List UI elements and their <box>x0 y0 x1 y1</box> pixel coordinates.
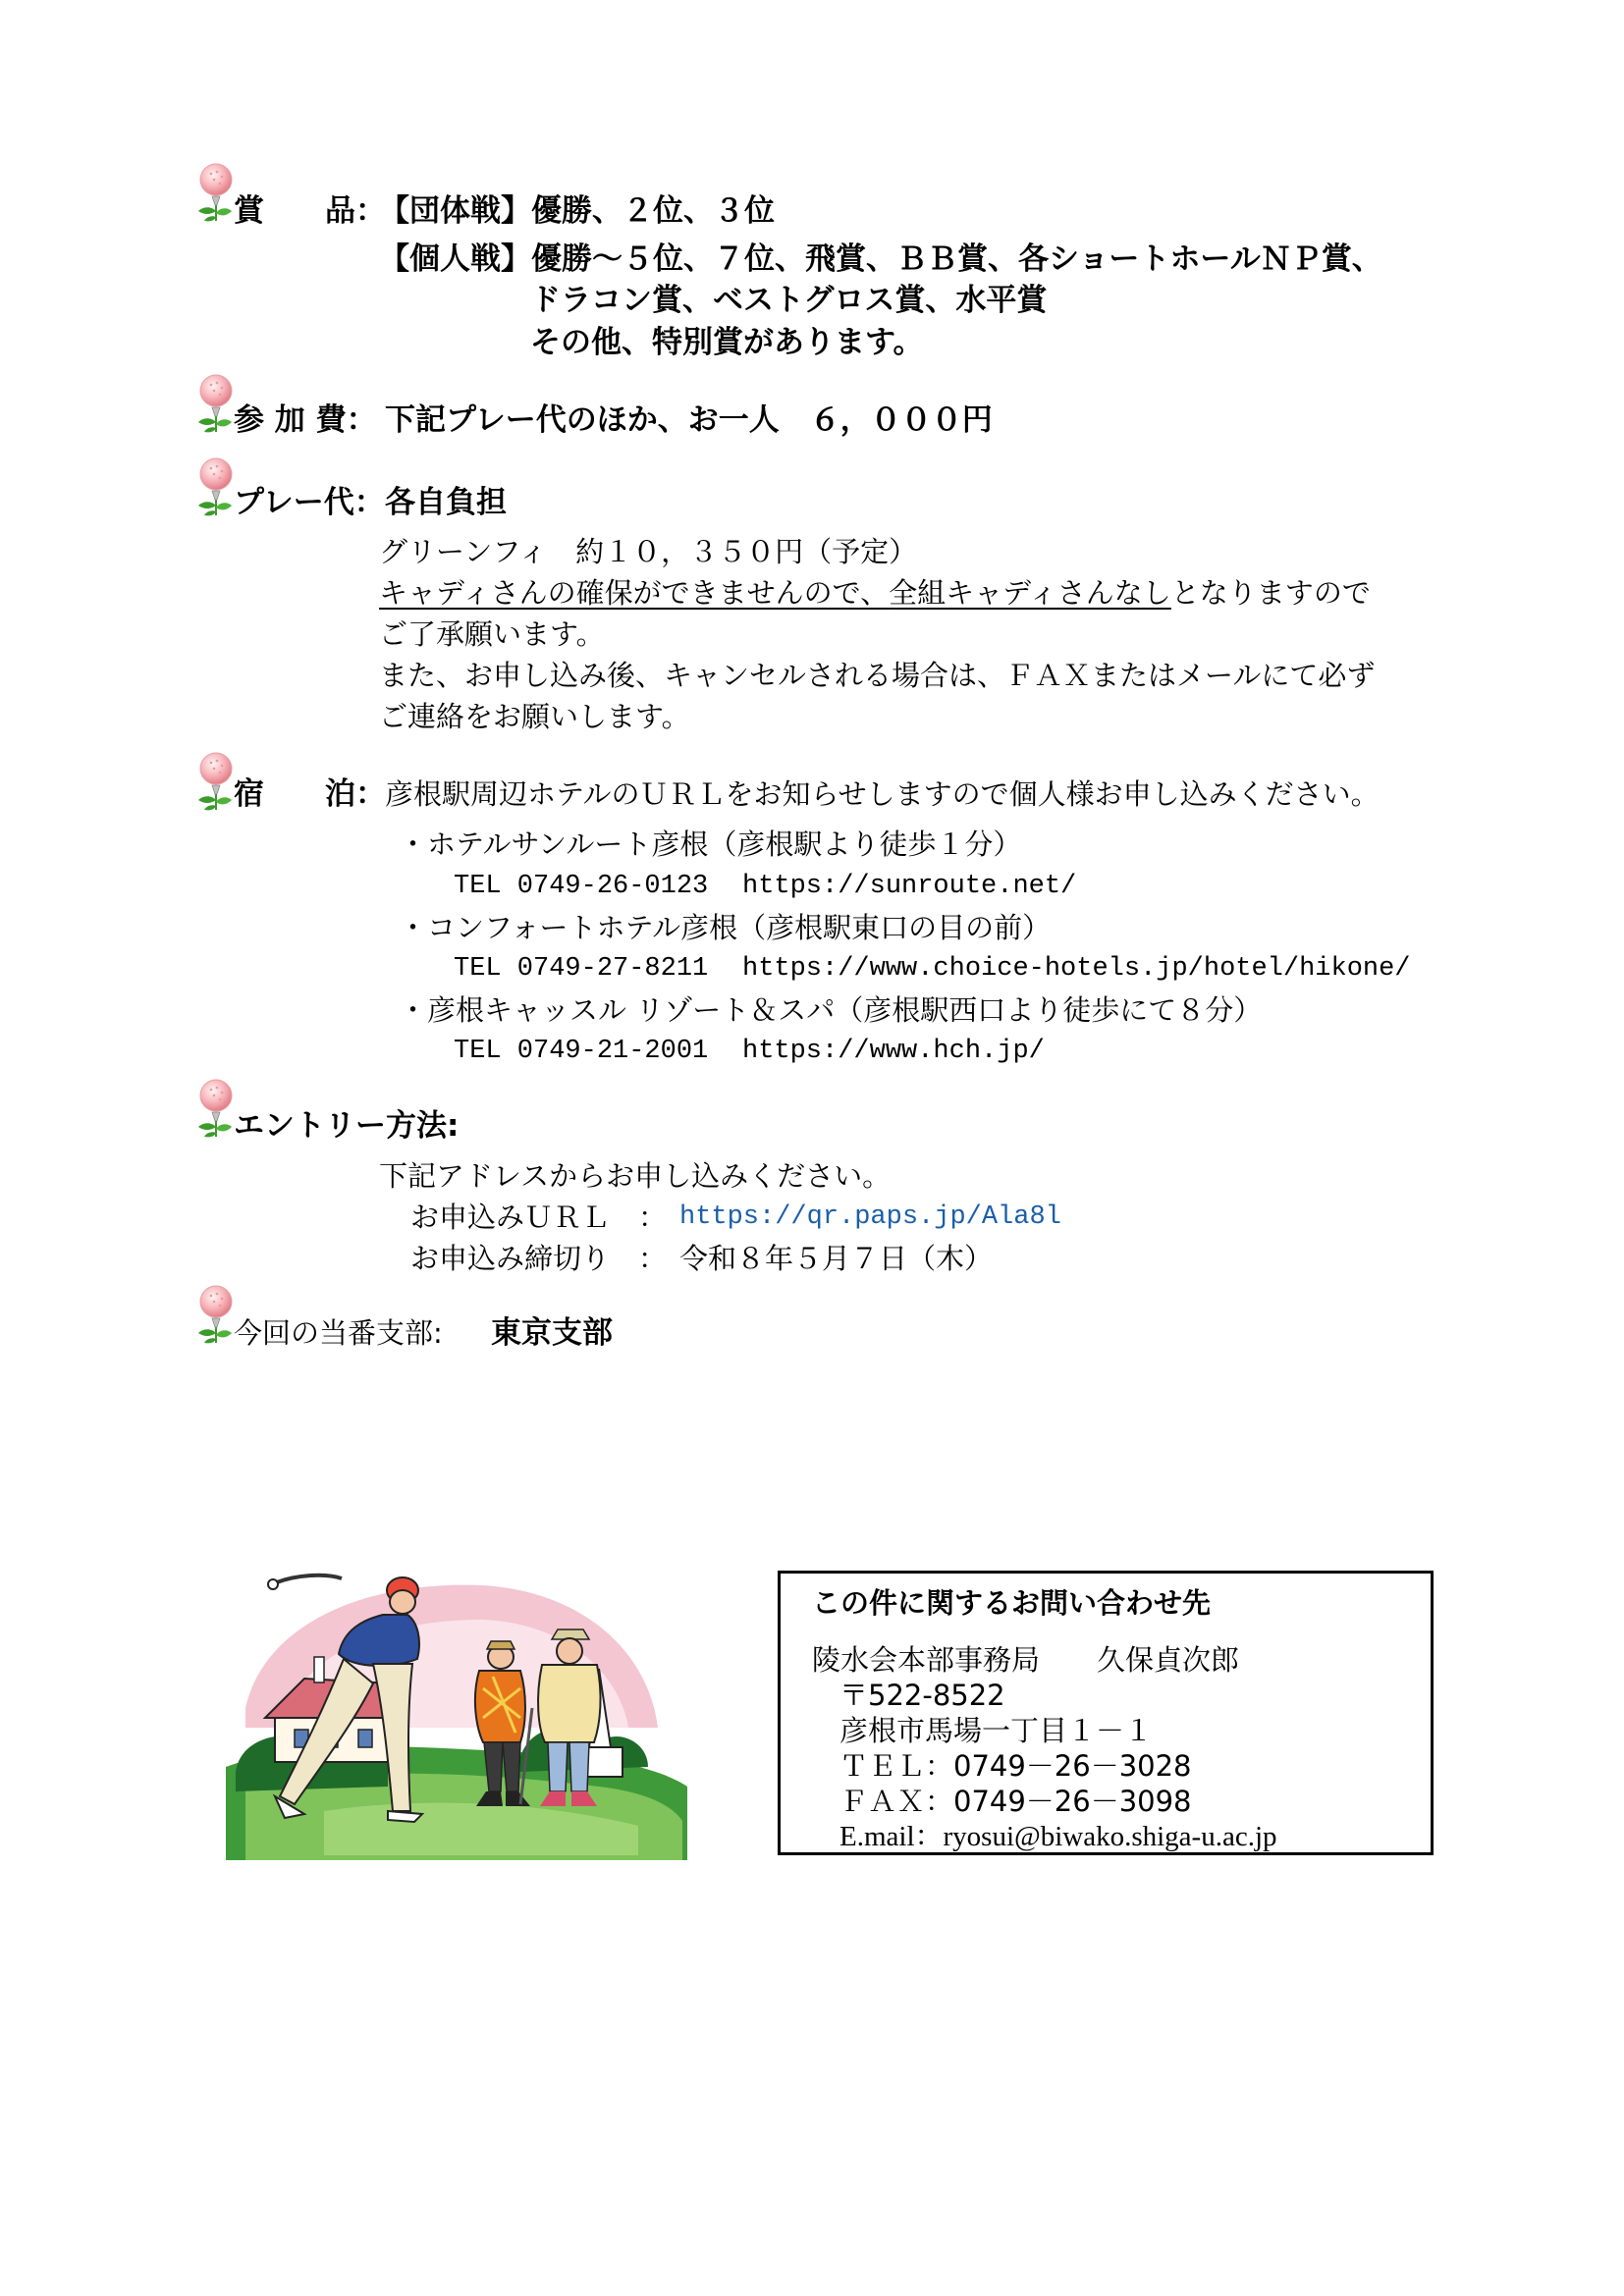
entry-deadline: 令和８年５月７日（木） <box>679 1242 994 1275</box>
contact-title: この件に関するお問い合わせ先 <box>812 1586 1212 1620</box>
golf-tee-icon <box>190 1078 236 1141</box>
caddie-notice-part4: ので <box>1313 576 1371 610</box>
hotel-name: ・ホテルサンルート彦根（彦根駅より徒歩１分） <box>399 828 1022 861</box>
caddie-notice-part2: 全組キャディさんなし <box>889 576 1171 610</box>
hotel-url[interactable]: https://sunroute.net/ <box>742 872 1077 901</box>
contact-email[interactable]: E.mail：ryosui@biwako.shiga-u.ac.jp <box>839 1821 1277 1852</box>
play-fee-value: 各自負担 <box>385 485 507 520</box>
hotel-url[interactable]: https://www.hch.jp/ <box>742 1037 1045 1066</box>
prizes-individual-line: 【個人戦】優勝～５位、７位、飛賞、ＢＢ賞、各ショートホールＮＰ賞、 <box>379 241 1382 277</box>
entry-url-link[interactable]: https://qr.paps.jp/Ala8l <box>679 1202 1061 1232</box>
caddie-notice <box>379 573 1371 613</box>
contact-zip: 〒522-8522 <box>839 1679 1005 1712</box>
duty-label: 今回の当番支部: <box>234 1316 443 1350</box>
hotel-tel: TEL 0749-27-8211 <box>454 954 709 984</box>
golf-tee-icon <box>190 751 236 814</box>
hotel-name: ・コンフォートホテル彦根（彦根駅東口の目の前） <box>399 911 1052 944</box>
prizes-individual-line-3: その他、特別賞があります。 <box>530 325 924 360</box>
hotel-tel: TEL 0749-21-2001 <box>454 1037 709 1066</box>
contact-office: 陵水会本部事務局 久保貞次郎 <box>812 1643 1240 1677</box>
lodging-label: 宿 泊： <box>234 776 386 812</box>
prizes-individual-line-2: ドラコン賞、ベストグロス賞、水平賞 <box>530 283 1048 318</box>
duty-value: 東京支部 <box>491 1315 613 1351</box>
play-fee-label: プレー代： <box>234 485 385 520</box>
caddie-notice-part3: となります <box>1170 576 1314 610</box>
caddie-notice-part1: キャディさんの確保ができませんので、 <box>379 576 890 610</box>
lodging-text: 彦根駅周辺ホテルのＵＲＬをお知らせしますので個人様お申し込みください。 <box>385 777 1380 811</box>
contact-tel: ＴＥＬ：0749－26－3028 <box>839 1749 1192 1783</box>
contact-address: 彦根市馬場一丁目１－１ <box>839 1714 1154 1747</box>
cancel-line-2: ご連絡をお願いします。 <box>379 700 690 733</box>
fee-text: 下記プレー代のほか、お一人 ６，０００円 <box>385 402 993 438</box>
cancel-line-1: また、お申し込み後、キャンセルされる場合は、ＦＡＸまたはメールにて必ず <box>379 659 1376 692</box>
hotel-name: ・彦根キャッスル リゾート＆スパ（彦根駅西口より徒歩にて８分） <box>399 993 1263 1027</box>
golfers-illustration <box>226 1561 687 1860</box>
hotel-tel: TEL 0749-26-0123 <box>454 872 709 901</box>
contact-fax: ＦＡＸ：0749－26－3098 <box>839 1785 1192 1818</box>
golf-tee-icon <box>190 456 236 519</box>
caddie-notice-line2: ご了承願います。 <box>379 617 605 651</box>
entry-label: エントリー方法: <box>234 1108 460 1144</box>
golf-tee-icon <box>190 373 236 436</box>
golf-tee-icon <box>190 1284 236 1347</box>
golf-tee-icon <box>190 162 236 225</box>
prizes-team-line: 【団体戦】優勝、２位、３位 <box>379 193 775 229</box>
entry-url-label: お申込みＵＲＬ ： <box>410 1201 668 1234</box>
contact-box <box>778 1571 1434 1855</box>
green-fee: グリーンフィ 約１０，３５０円（予定） <box>379 535 918 568</box>
hotel-url[interactable]: https://www.choice-hotels.jp/hotel/hikone/ <box>742 954 1411 984</box>
entry-deadline-label: お申込み締切り ： <box>410 1242 668 1275</box>
fee-label: 参 加 費： <box>234 402 377 438</box>
entry-intro: 下記アドレスからお申し込みください。 <box>379 1159 892 1193</box>
prizes-label: 賞 品： <box>234 193 386 229</box>
